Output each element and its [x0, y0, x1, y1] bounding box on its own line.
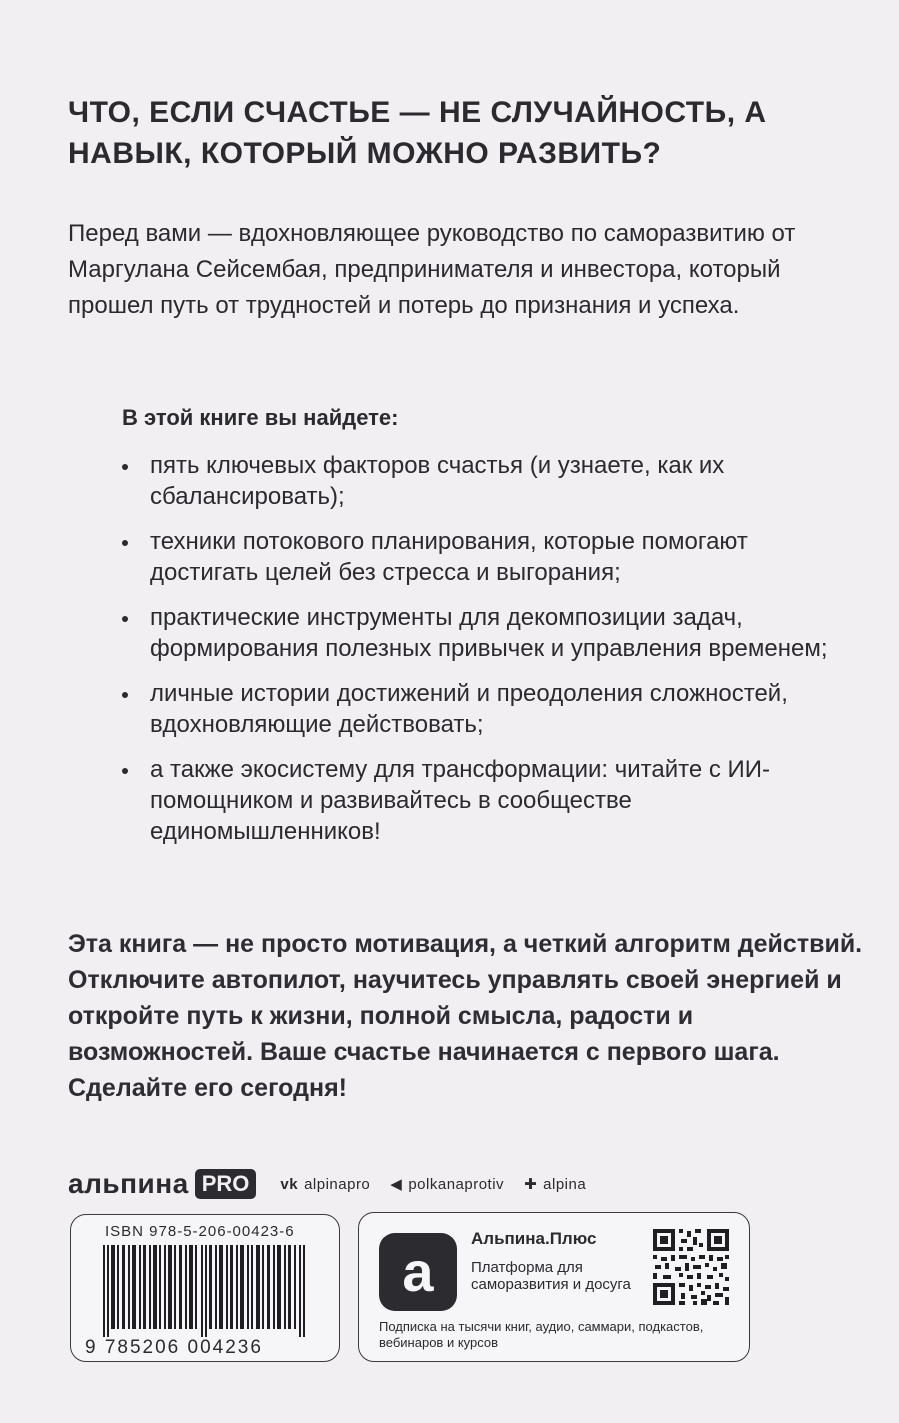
- bullet-icon: [122, 768, 128, 774]
- social-alpina[interactable]: [524, 1175, 586, 1193]
- telegram-icon: ◀: [390, 1176, 403, 1193]
- publisher-logo-word: альпина: [68, 1168, 189, 1199]
- findings-list: [122, 450, 852, 847]
- alpina-plus-app-icon: a: [379, 1233, 457, 1311]
- alpina-circle-icon: ✚: [524, 1176, 538, 1193]
- list-item: пять ключевых факторов счастья (и узнаете, как их сбалансировать);: [122, 450, 852, 512]
- list-item: а также экосистему для трансформации: читайте с ИИ-помощником и развивайтесь в сообществе единомышленников!: [122, 754, 852, 847]
- vk-icon: vk: [280, 1175, 299, 1193]
- findings-section: [122, 402, 852, 861]
- list-item: личные истории достижений и преодоления сложностей, вдохновляющие действовать;: [122, 678, 852, 740]
- social-telegram[interactable]: [390, 1175, 504, 1193]
- bullet-icon: [122, 464, 128, 470]
- isbn-label: ISBN 978-5-206-00423-6: [105, 1223, 295, 1240]
- bullet-icon: [122, 540, 128, 546]
- plus-note: Подписка на тысячи книг, аудио, саммари, подкастов, вебинаров и курсов: [379, 1319, 704, 1350]
- list-item: техники потокового планирования, которые помогают достигать целей без стресса и выгорания;: [122, 526, 852, 588]
- social-handle: alpinapro: [304, 1175, 371, 1193]
- social-vk[interactable]: [280, 1176, 370, 1193]
- social-handle: alpina: [543, 1175, 587, 1193]
- plus-subtitle: Платформа для саморазвития и досуга: [471, 1259, 631, 1293]
- findings-title: В этой книге вы найдете:: [122, 405, 399, 430]
- social-handle: polkanaprotiv: [408, 1175, 505, 1193]
- list-item: практические инструменты для декомпозиции задач, формирования полезных привычек и управления временем;: [122, 602, 852, 664]
- plus-title: Альпина.Плюс: [471, 1229, 597, 1248]
- publisher-logo-badge: PRO: [195, 1169, 257, 1199]
- intro-paragraph: Перед вами — вдохновляющее руководство по саморазвитию от Маргулана Сейсембая, предпринимателя и инвестора, который прошел путь от трудностей и потерь до признания и успеха.: [68, 220, 796, 319]
- publisher-row: [68, 1166, 858, 1202]
- alpina-plus-box: [358, 1212, 750, 1362]
- isbn-barcode-box: [70, 1214, 340, 1362]
- bullet-icon: [122, 692, 128, 698]
- qr-code-icon[interactable]: [653, 1229, 729, 1305]
- headline: ЧТО, ЕСЛИ СЧАСТЬЕ — НЕ СЛУЧАЙНОСТЬ, А НАВЫК, КОТОРЫЙ МОЖНО РАЗВИТЬ?: [68, 96, 767, 170]
- barcode-digits: 9 785206 004236: [85, 1337, 263, 1358]
- barcode-image: [101, 1245, 313, 1337]
- bullet-icon: [122, 616, 128, 622]
- closing-paragraph: Эта книга — не просто мотивация, а четкий алгоритм действий. Отключите автопилот, научитесь управлять своей энергией и откройте путь к жизни, полной смысла, радости и возможностей. Ваше счастье начинается с первого шага. Сделайте его сегодня!: [68, 930, 863, 1102]
